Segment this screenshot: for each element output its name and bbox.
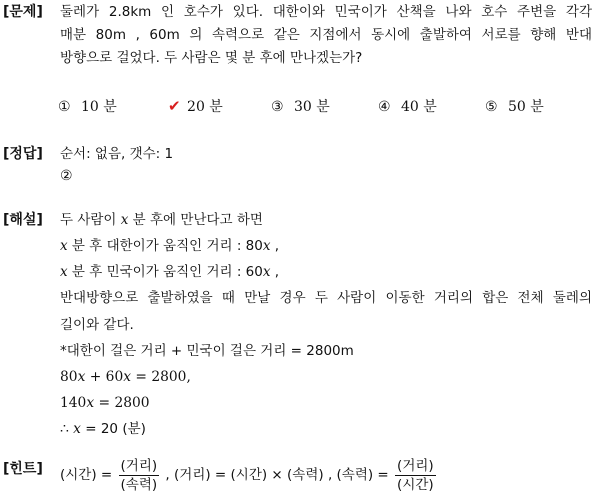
variable-x: x <box>262 264 271 280</box>
problem-line-3: 방향으로 걸었다. 두 사람은 몇 분 후에 만나겠는가? <box>60 50 363 66</box>
explanation-section <box>0 208 592 438</box>
option-4-text: 40 분 <box>401 99 437 115</box>
option-5-mark: ⑤ <box>485 99 498 115</box>
option-3[interactable] <box>271 96 330 116</box>
option-5-text: 50 분 <box>508 99 544 115</box>
answer-line-1: 순서: 없음, 갯수: 1 <box>60 146 174 162</box>
answer-line-2: ② <box>60 168 73 184</box>
fraction-distance-over-time: $\frac{\text{(거리)}}{\text{(시간)}}$ <box>397 457 434 493</box>
option-1[interactable] <box>58 96 117 116</box>
check-icon: ✔ <box>168 97 181 115</box>
option-4[interactable] <box>378 96 437 116</box>
explanation-line-5: 길이와 같다. <box>60 317 134 333</box>
option-5[interactable] <box>485 96 544 116</box>
problem-tag: [문제] <box>3 4 43 20</box>
explanation-line-3: x 분 후 민국이가 움직인 거리 : 60x , <box>60 264 280 280</box>
variable-x: x <box>120 212 129 228</box>
explanation-line-6: *대한이 걸은 거리 + 민국이 걸은 거리 = 2800m <box>60 343 354 359</box>
fraction-distance-over-speed: $\frac{\text{(거리)}}{\text{(속력)}}$ <box>120 457 158 493</box>
hint-section <box>0 455 592 496</box>
explanation-tag: [해설] <box>3 212 43 228</box>
variable-x: x <box>60 238 68 254</box>
option-4-mark: ④ <box>378 99 391 115</box>
explanation-line-2: x 분 후 대한이가 움직인 거리 : 80x , <box>60 238 280 254</box>
option-3-mark: ③ <box>271 99 284 115</box>
equation-1: 80x + 60x = 2800, <box>60 369 191 385</box>
problem-line-1: 둘레가 2.8km 인 호수가 있다. 대한이와 민국이가 산책을 나와 호수 주변을 각각 <box>60 4 592 20</box>
hint-tag: [힌트] <box>3 461 43 477</box>
hint-formula: (시간) = $\frac{\text{(거리)}}{\text{(속력)}}$ , (거리) = (시간) × (속력) , (속력) = $\frac{\text{(거리)}}{\text{(시간)}}$ <box>60 457 434 493</box>
equation-3: ∴ x = 20 (분) <box>60 421 146 437</box>
option-2[interactable] <box>168 96 223 116</box>
equation-2: 140x = 2800 <box>60 395 150 411</box>
explanation-line-4: 반대방향으로 출발하였을 때 만날 경우 두 사람이 이동한 거리의 합은 전체 둘레의 <box>60 290 592 306</box>
variable-x: x <box>60 264 68 280</box>
option-3-text: 30 분 <box>294 99 330 115</box>
answer-tag: [정답] <box>3 146 43 162</box>
option-1-text: 10 분 <box>81 99 117 115</box>
option-1-mark: ① <box>58 99 71 115</box>
problem-line-2: 매분 80m , 60m 의 속력으로 같은 지점에서 동시에 출발하여 서로를 향해 반대 <box>60 27 592 43</box>
answer-options <box>58 96 578 120</box>
problem-section <box>0 0 592 130</box>
explanation-line-1: 두 사람이 x 분 후에 만난다고 하면 <box>60 212 263 228</box>
answer-section <box>0 142 592 192</box>
option-2-text: 20 분 <box>187 99 223 115</box>
variable-x: x <box>262 238 271 254</box>
